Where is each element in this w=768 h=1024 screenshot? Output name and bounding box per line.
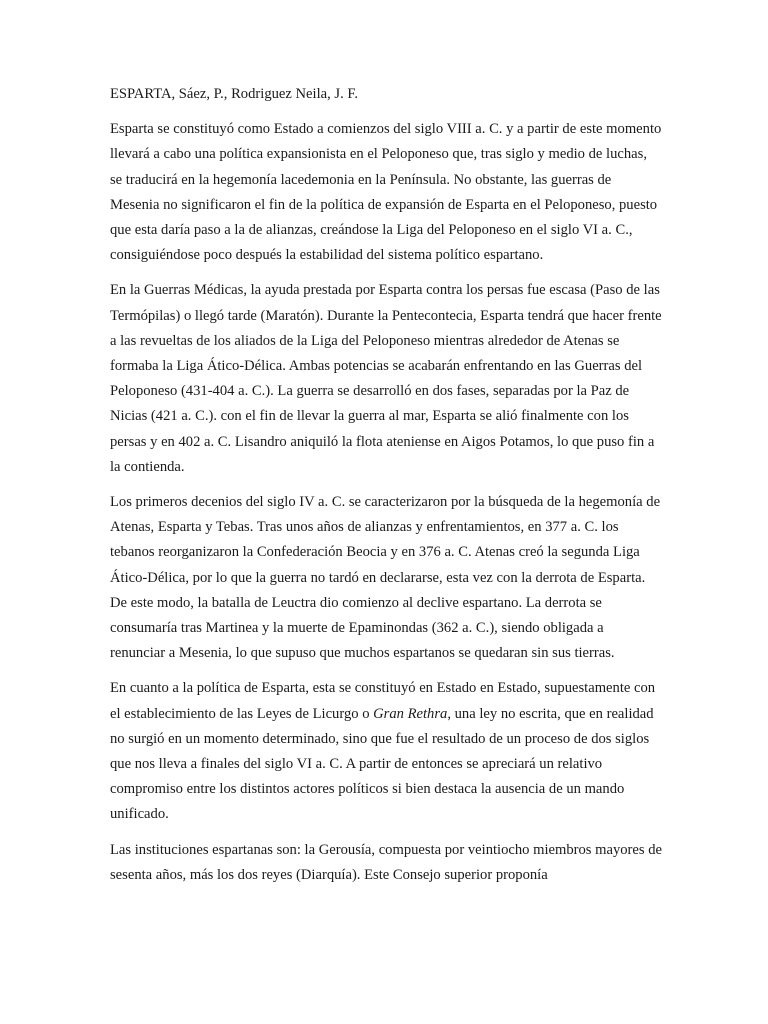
paragraph-politics-text-end: , una ley no escrita, que en realidad no surgió en un momento determinado, sino que fue el resultado de un proceso de dos siglos que nos lleva a finales del siglo VI a. C. A partir de entonces se apreciará un relativo compromiso entre los distintos actores políticos si bien destaca la ausencia de un mando unificado. bbox=[110, 705, 654, 823]
paragraph-hegemony: Los primeros decenios del siglo IV a. C. se caracterizaron por la búsqueda de la hegemonía de Atenas, Esparta y Tebas. Tras unos años de alianzas y enfrentamientos, en 377 a. C. los tebanos reorganizaron la Confederación Beocia y en 376 a. C. Atenas creó la segunda Liga Ático-Délica, por lo que la guerra no tardó en declararse, esta vez con la derrota de Esparta. De este modo, la batalla de Leuctra dio comienzo al declive espartano. La derrota se consumaría tras Martinea y la muerte de Epaminondas (362 a. C.), siendo obligada a renunciar a Mesenia, lo que supuso que muchos espartanos se quedaran sin sus tierras. bbox=[110, 494, 661, 662]
paragraph-institutions: Las instituciones espartanas son: la Gerousía, compuesta por veintiocho miembros mayores de sesenta años, más los dos reyes (Diarquía). Este Consejo superior proponía bbox=[110, 841, 662, 883]
paragraph-politics bbox=[110, 676, 662, 827]
paragraph-origins: Esparta se constituyó como Estado a comienzos del siglo VIII a. C. y a partir de este momento llevará a cabo una política expansionista en el Peloponeso que, tras siglo y medio de luchas, se traducirá en la hegemonía lacedemonia en la Península. No obstante, las guerras de Mesenia no significaron el fin de la política de expansión de Esparta en el Peloponeso, puesto que esta daría paso a la de alianzas, creándose la Liga del Peloponeso en el siglo VI a. C., consiguiéndose poco después la estabilidad del sistema político espartano. bbox=[110, 121, 662, 264]
document-heading: ESPARTA, Sáez, P., Rodriguez Neila, J. F. bbox=[110, 86, 358, 102]
paragraph-politics-text-start: En cuanto a la política de Esparta, esta se constituyó en Estado en Estado, supuestamente con el establecimiento de las Leyes de Licurgo o bbox=[110, 680, 656, 722]
gran-rethra-term: Gran Rethra bbox=[373, 705, 448, 722]
document-page bbox=[110, 82, 662, 898]
paragraph-wars: En la Guerras Médicas, la ayuda prestada por Esparta contra los persas fue escasa (Paso de las Termópilas) o llegó tarde (Maratón). Durante la Pentecontecia, Esparta tendrá que hacer frente a las revueltas de los aliados de la Liga del Peloponeso mientras alrededor de Atenas se formaba la Liga Ático-Délica. Ambas potencias se acabarán enfrentando en las Guerras del Peloponeso (431-404 a. C.). La guerra se desarrolló en dos fases, separadas por la Paz de Nicias (421 a. C.). con el fin de llevar la guerra al mar, Esparta se alió finalmente con los persas y en 402 a. C. Lisandro aniquiló la flota ateniense en Aigos Potamos, lo que puso fin a la contienda. bbox=[110, 282, 662, 475]
